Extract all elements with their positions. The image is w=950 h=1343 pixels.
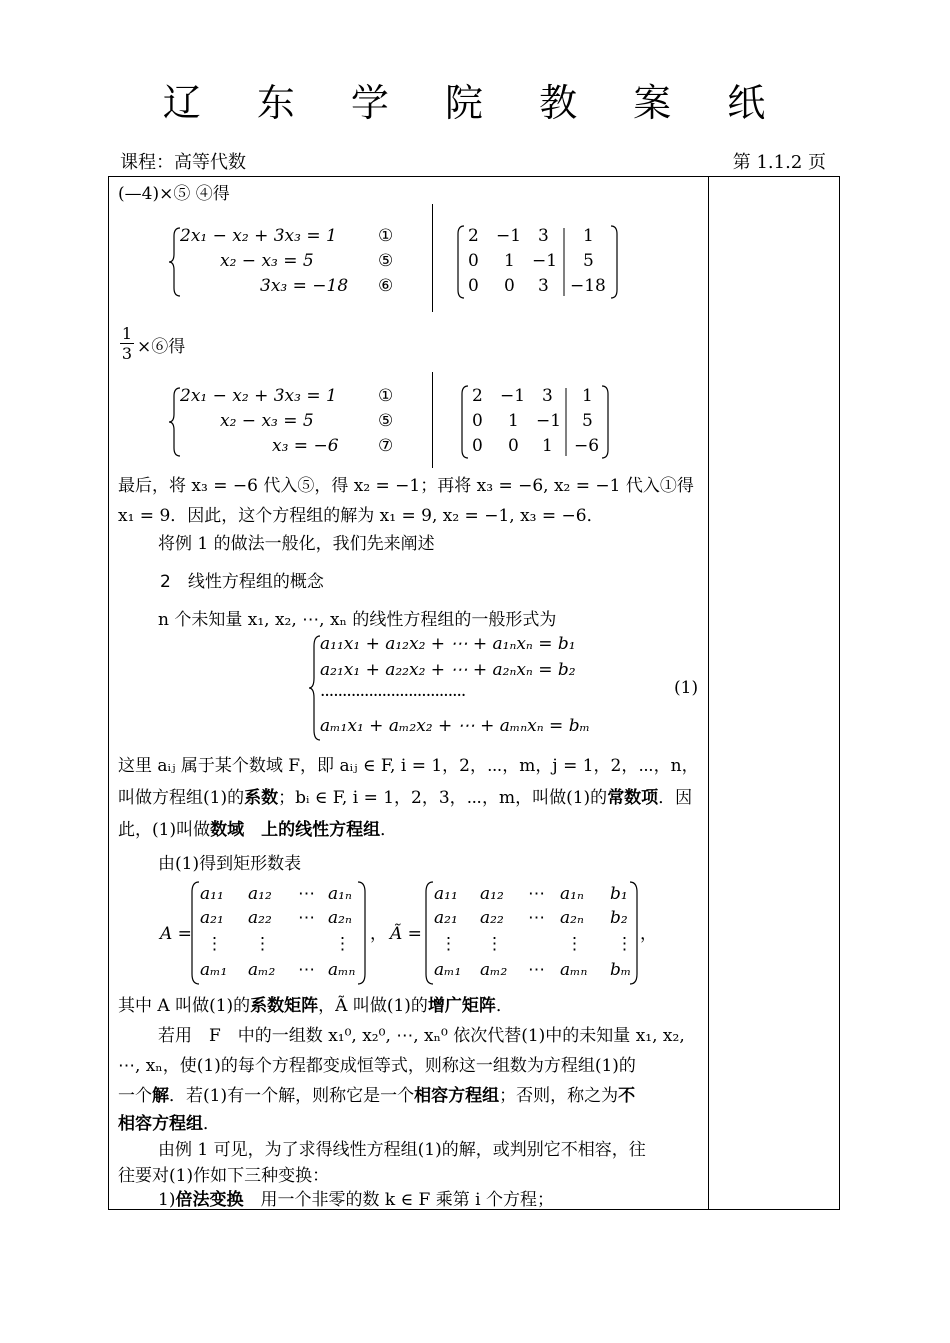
text-run: ． (495, 996, 513, 1016)
m1-cell: −1 (496, 226, 522, 246)
comma-separator: ， (370, 924, 387, 944)
text-run: 叫做方程组(1)的 (118, 788, 245, 808)
matrix-a-label: A = (160, 924, 192, 944)
m2-cell: 1 (508, 411, 519, 431)
text-run: 一个 (118, 1086, 152, 1106)
a-cell: aₘₙ (328, 960, 356, 980)
section-heading: 2 线性方程组的概念 (160, 572, 324, 592)
term-linear-system: 数域 上的线性方程组 (210, 820, 381, 840)
a-cell: a₂₁ (200, 908, 224, 928)
fraction-numerator: 1 (121, 324, 133, 343)
a-cell: ⋯ (298, 884, 315, 904)
general-eq-m: aₘ₁x₁ + aₘ₂x₂ + ⋯ + aₘₙxₙ = bₘ (320, 716, 590, 736)
step2-eq-2: x₂ − x₃ = 5 (220, 411, 314, 431)
a-cell: ⋯ (298, 960, 315, 980)
m1-cell: 2 (468, 226, 479, 246)
a-cell: aₘ₁ (200, 960, 228, 980)
text-run: 此，(1)叫做 (118, 820, 211, 840)
matrix-augmented-label: Ã = (390, 924, 422, 944)
term-consistent: 相容方程组 (414, 1086, 500, 1106)
a-cell: a₁₁ (200, 884, 224, 904)
step1-tag-1: ① (378, 226, 394, 246)
text-run: ． (203, 1114, 220, 1134)
at-cell: ⋮ (566, 934, 583, 954)
m1-cell: 0 (504, 276, 515, 296)
m1-cell: 1 (583, 226, 594, 246)
paragraph-solution-def-1: 若用 F 中的一组数 x₁⁰, x₂⁰, ⋯, xₙ⁰ 依次代替(1)中的未知量 x₁, x₂, (158, 1026, 685, 1046)
text-run: ；否则，称之为 (499, 1086, 619, 1106)
a-cell: a₁₂ (248, 884, 272, 904)
m2-cell: 0 (472, 436, 483, 456)
at-cell: ⋮ (440, 934, 457, 954)
m2-cell: 0 (472, 411, 483, 431)
text-run: 其中 A 叫做(1)的 (118, 996, 251, 1016)
a-cell: a₁ₙ (328, 884, 352, 904)
step2-tag-2: ⑤ (378, 411, 394, 431)
paragraph-solution-def-2: ⋯, xₙ，使(1)的每个方程都变成恒等式，则称这一组数为方程组(1)的 (118, 1056, 636, 1076)
text-run: ；bᵢ ∈ F, i = 1，2，3，⋯，m，叫做(1)的 (278, 788, 608, 808)
at-cell: a₂₁ (434, 908, 458, 928)
at-cell: bₘ (610, 960, 632, 980)
m1-cell: 3 (538, 226, 549, 246)
m1-cell: −1 (532, 251, 558, 271)
at-cell: ⋮ (486, 934, 503, 954)
term-coefficient: 系数 (244, 788, 279, 808)
at-cell: a₂₂ (480, 908, 504, 928)
text-run: ．若(1)有一个解，则称它是一个 (169, 1086, 415, 1106)
term-coefficient-matrix: 系数矩阵 (250, 996, 319, 1016)
m2-cell: −6 (574, 436, 600, 456)
at-cell: a₁ₙ (560, 884, 584, 904)
fraction-denominator: 3 (121, 344, 133, 363)
a-cell: ⋮ (206, 934, 223, 954)
m1-cell: 3 (538, 276, 549, 296)
at-cell: a₁₂ (480, 884, 504, 904)
text-run: 1) (158, 1190, 176, 1210)
paragraph-solution-def-3 (118, 1084, 635, 1108)
term-constant: 常数项 (607, 788, 659, 808)
step2-eq-1: 2x₁ − x₂ + 3x₃ = 1 (180, 386, 337, 406)
step1-eq-1: 2x₁ − x₂ + 3x₃ = 1 (180, 226, 337, 246)
at-cell: ⋯ (528, 884, 545, 904)
fraction-one-third (120, 324, 134, 363)
m1-cell: −18 (570, 276, 606, 296)
at-cell: ⋮ (616, 934, 633, 954)
m2-cell: −1 (536, 411, 562, 431)
step2-tag-3: ⑦ (378, 436, 394, 456)
text-run: ，Ã 叫做(1)的 (318, 996, 428, 1016)
paragraph-matrix-names (118, 994, 513, 1018)
paragraph-solution-def-4 (118, 1112, 220, 1136)
m1-cell: 1 (504, 251, 515, 271)
a-cell: a₂ₙ (328, 908, 352, 928)
at-cell: a₁₁ (434, 884, 458, 904)
a-cell: ⋮ (254, 934, 271, 954)
at-cell: aₘₙ (560, 960, 588, 980)
text-run: ． (380, 820, 398, 840)
step2-eq-3: x₃ = −6 (272, 436, 339, 456)
m2-cell: 3 (542, 386, 553, 406)
paragraph-back-substitution: 最后，将 x₃ = −6 代入⑤，得 x₂ = −1；再将 x₃ = −6, x₂ = −1 代入①得 (118, 476, 694, 496)
term-inconsistent-start: 不 (618, 1086, 636, 1106)
paragraph-transforms-1: 由例 1 可见，为了求得线性方程组(1)的解，或判别它不相容，往 (158, 1140, 646, 1160)
paragraph-scaling (158, 1188, 554, 1212)
m1-cell: 5 (583, 251, 594, 271)
page-number: 第 1.1.2 页 (732, 152, 826, 173)
margin-divider (708, 176, 709, 1210)
m2-cell: 0 (508, 436, 519, 456)
term-augmented-matrix: 增广矩阵 (427, 996, 496, 1016)
step2-separator (432, 372, 433, 468)
m1-cell: 0 (468, 276, 479, 296)
general-eq-1: a₁₁x₁ + a₁₂x₂ + ⋯ + a₁ₙxₙ = b₁ (320, 634, 576, 654)
paragraph-rect-table: 由(1)得到矩形数表 (158, 854, 302, 874)
course-label: 课程：高等代数 (120, 152, 246, 173)
at-cell: aₘ₂ (480, 960, 508, 980)
a-cell: aₘ₂ (248, 960, 276, 980)
m2-cell: 1 (582, 386, 593, 406)
m2-cell: 5 (582, 411, 593, 431)
m2-cell: −1 (500, 386, 526, 406)
text-run: ．因 (658, 788, 693, 808)
equation-number: (1) (674, 678, 699, 698)
paragraph-transforms-2: 往要对(1)作如下三种变换： (118, 1166, 330, 1186)
a-cell: ⋯ (298, 908, 315, 928)
page-title: 辽 东 学 院 教 案 纸 (162, 81, 788, 125)
term-solution: 解 (152, 1086, 169, 1106)
paragraph-coefficients: 这里 aᵢⱼ 属于某个数域 F，即 aᵢⱼ ∈ F, i = 1，2，⋯，m，j = 1，2，⋯，n， (118, 756, 699, 776)
paragraph-terms (118, 786, 692, 810)
at-cell: aₘ₁ (434, 960, 462, 980)
at-cell: b₂ (610, 908, 628, 928)
at-cell: ⋯ (528, 960, 545, 980)
step1-eq-3: 3x₃ = −18 (260, 276, 349, 296)
paragraph-general-form: n 个未知量 x₁, x₂, ⋯, xₙ 的线性方程组的一般形式为 (158, 610, 557, 630)
at-cell: b₁ (610, 884, 628, 904)
m2-cell: 1 (542, 436, 553, 456)
term-inconsistent: 相容方程组 (118, 1114, 203, 1134)
paragraph-number-field (118, 818, 397, 842)
step1-separator (432, 204, 433, 312)
m2-cell: 2 (472, 386, 483, 406)
general-eq-2: a₂₁x₁ + a₂₂x₂ + ⋯ + a₂ₙxₙ = b₂ (320, 660, 576, 680)
step1-eq-2: x₂ − x₃ = 5 (220, 251, 314, 271)
step2-tag-1: ① (378, 386, 394, 406)
step1-label: (—4)×⑤ ④得 (118, 184, 230, 204)
m1-cell: 0 (468, 251, 479, 271)
at-cell: ⋯ (528, 908, 545, 928)
a-cell: a₂₂ (248, 908, 272, 928)
comma-separator: ， (640, 924, 657, 944)
a-cell: ⋮ (334, 934, 351, 954)
step1-tag-2: ⑤ (378, 251, 394, 271)
general-eq-dots: ································· (320, 686, 466, 706)
at-cell: a₂ₙ (560, 908, 584, 928)
paragraph-solution: x₁ = 9．因此，这个方程组的解为 x₁ = 9, x₂ = −1, x₃ = −6． (118, 506, 604, 526)
paragraph-generalize: 将例 1 的做法一般化，我们先来阐述 (158, 534, 435, 554)
term-scaling-transform: 倍法变换 (175, 1190, 244, 1210)
step1-tag-3: ⑥ (378, 276, 394, 296)
step2-label: ×⑥得 (137, 337, 186, 357)
text-run: 用一个非零的数 k ∈ F 乘第 i 个方程； (243, 1190, 554, 1210)
